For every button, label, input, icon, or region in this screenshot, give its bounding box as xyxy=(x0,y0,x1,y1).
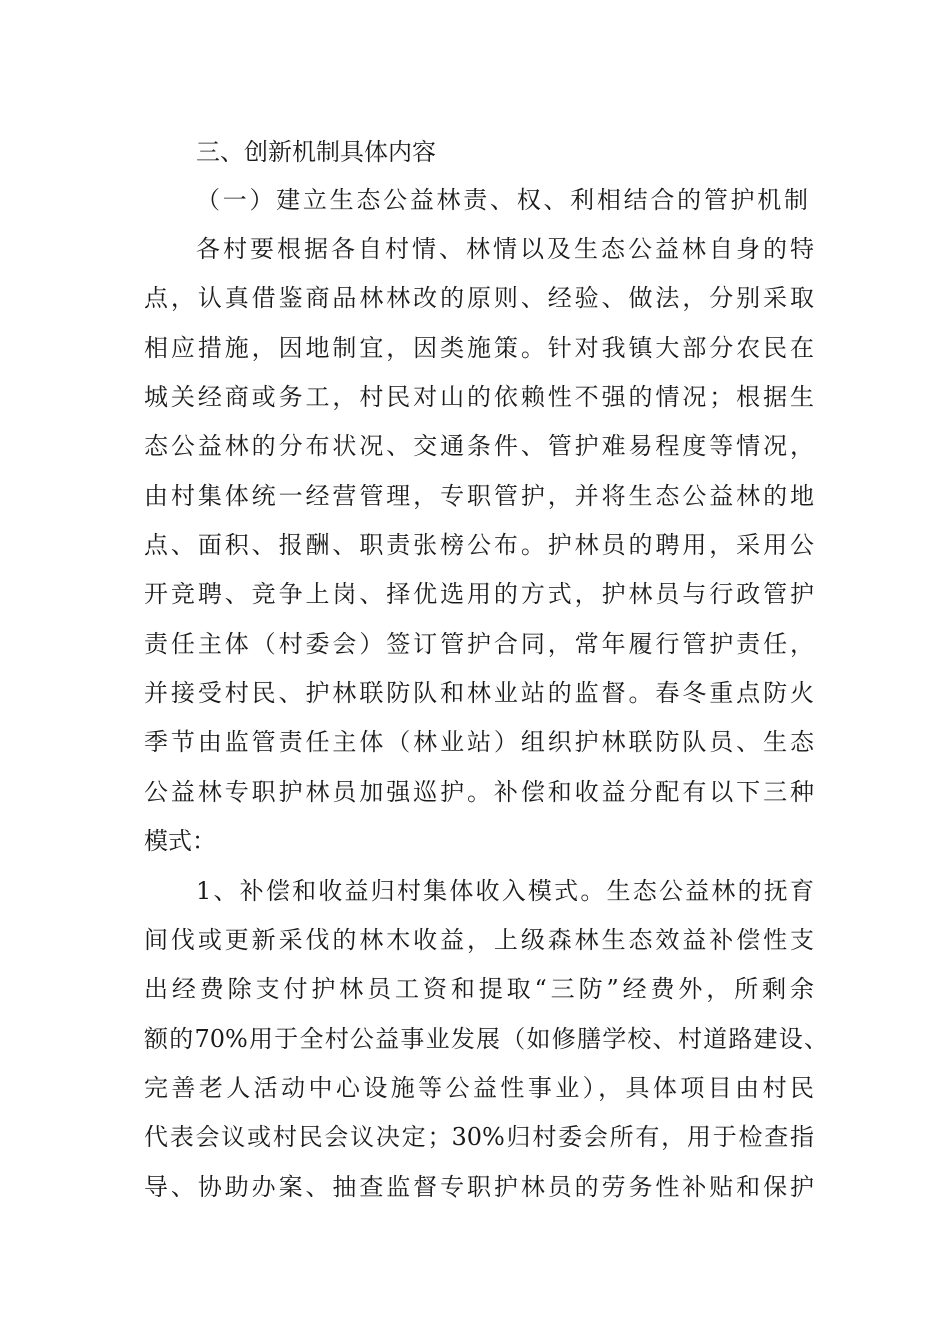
paragraph-line: 点、面积、报酬、职责张榜公布。护林员的聘用，采用公 xyxy=(144,531,814,559)
paragraph-line: 季节由监管责任主体（林业站）组织护林联防队员、生态 xyxy=(144,728,814,756)
paragraph-line: 态公益林的分布状况、交通条件、管护难易程度等情况， xyxy=(144,432,814,460)
paragraph-line: 模式： xyxy=(144,827,216,855)
subsection-heading: （一）建立生态公益林责、权、利相结合的管护机制 xyxy=(196,186,808,214)
section-heading: 三、创新机制具体内容 xyxy=(196,138,436,166)
paragraph-line: 导、协助办案、抽查监督专职护林员的劳务性补贴和保护 xyxy=(144,1173,814,1201)
paragraph-line: 点，认真借鉴商品林林改的原则、经验、做法，分别采取 xyxy=(144,284,814,312)
paragraph-line: 开竞聘、竞争上岗、择优选用的方式，护林员与行政管护 xyxy=(144,580,814,608)
paragraph-line: 额的70%用于全村公益事业发展（如修膳学校、村道路建设、 xyxy=(144,1025,828,1053)
paragraph-line: 并接受村民、护林联防队和林业站的监督。春冬重点防火 xyxy=(144,679,814,707)
paragraph-line: 出经费除支付护林员工资和提取“三防”经费外，所剩余 xyxy=(144,975,814,1003)
paragraph-line: 责任主体（村委会）签订管护合同，常年履行管护责任， xyxy=(144,630,814,658)
paragraph-line: 代表会议或村民会议决定；30%归村委会所有，用于检查指 xyxy=(144,1123,814,1151)
paragraph-line: 由村集体统一经营管理，专职管护，并将生态公益林的地 xyxy=(144,482,814,510)
paragraph-line: 间伐或更新采伐的林木收益，上级森林生态效益补偿性支 xyxy=(144,926,814,954)
paragraph-line: 城关经商或务工，村民对山的依赖性不强的情况；根据生 xyxy=(144,383,814,411)
paragraph-line: 各村要根据各自村情、林情以及生态公益林自身的特 xyxy=(196,235,814,263)
paragraph-line: 公益林专职护林员加强巡护。补偿和收益分配有以下三种 xyxy=(144,778,814,806)
paragraph-line: 完善老人活动中心设施等公益性事业），具体项目由村民 xyxy=(144,1074,814,1102)
paragraph-line: 1、补偿和收益归村集体收入模式。生态公益林的抚育 xyxy=(196,877,814,905)
paragraph-line: 相应措施，因地制宜，因类施策。针对我镇大部分农民在 xyxy=(144,334,814,362)
